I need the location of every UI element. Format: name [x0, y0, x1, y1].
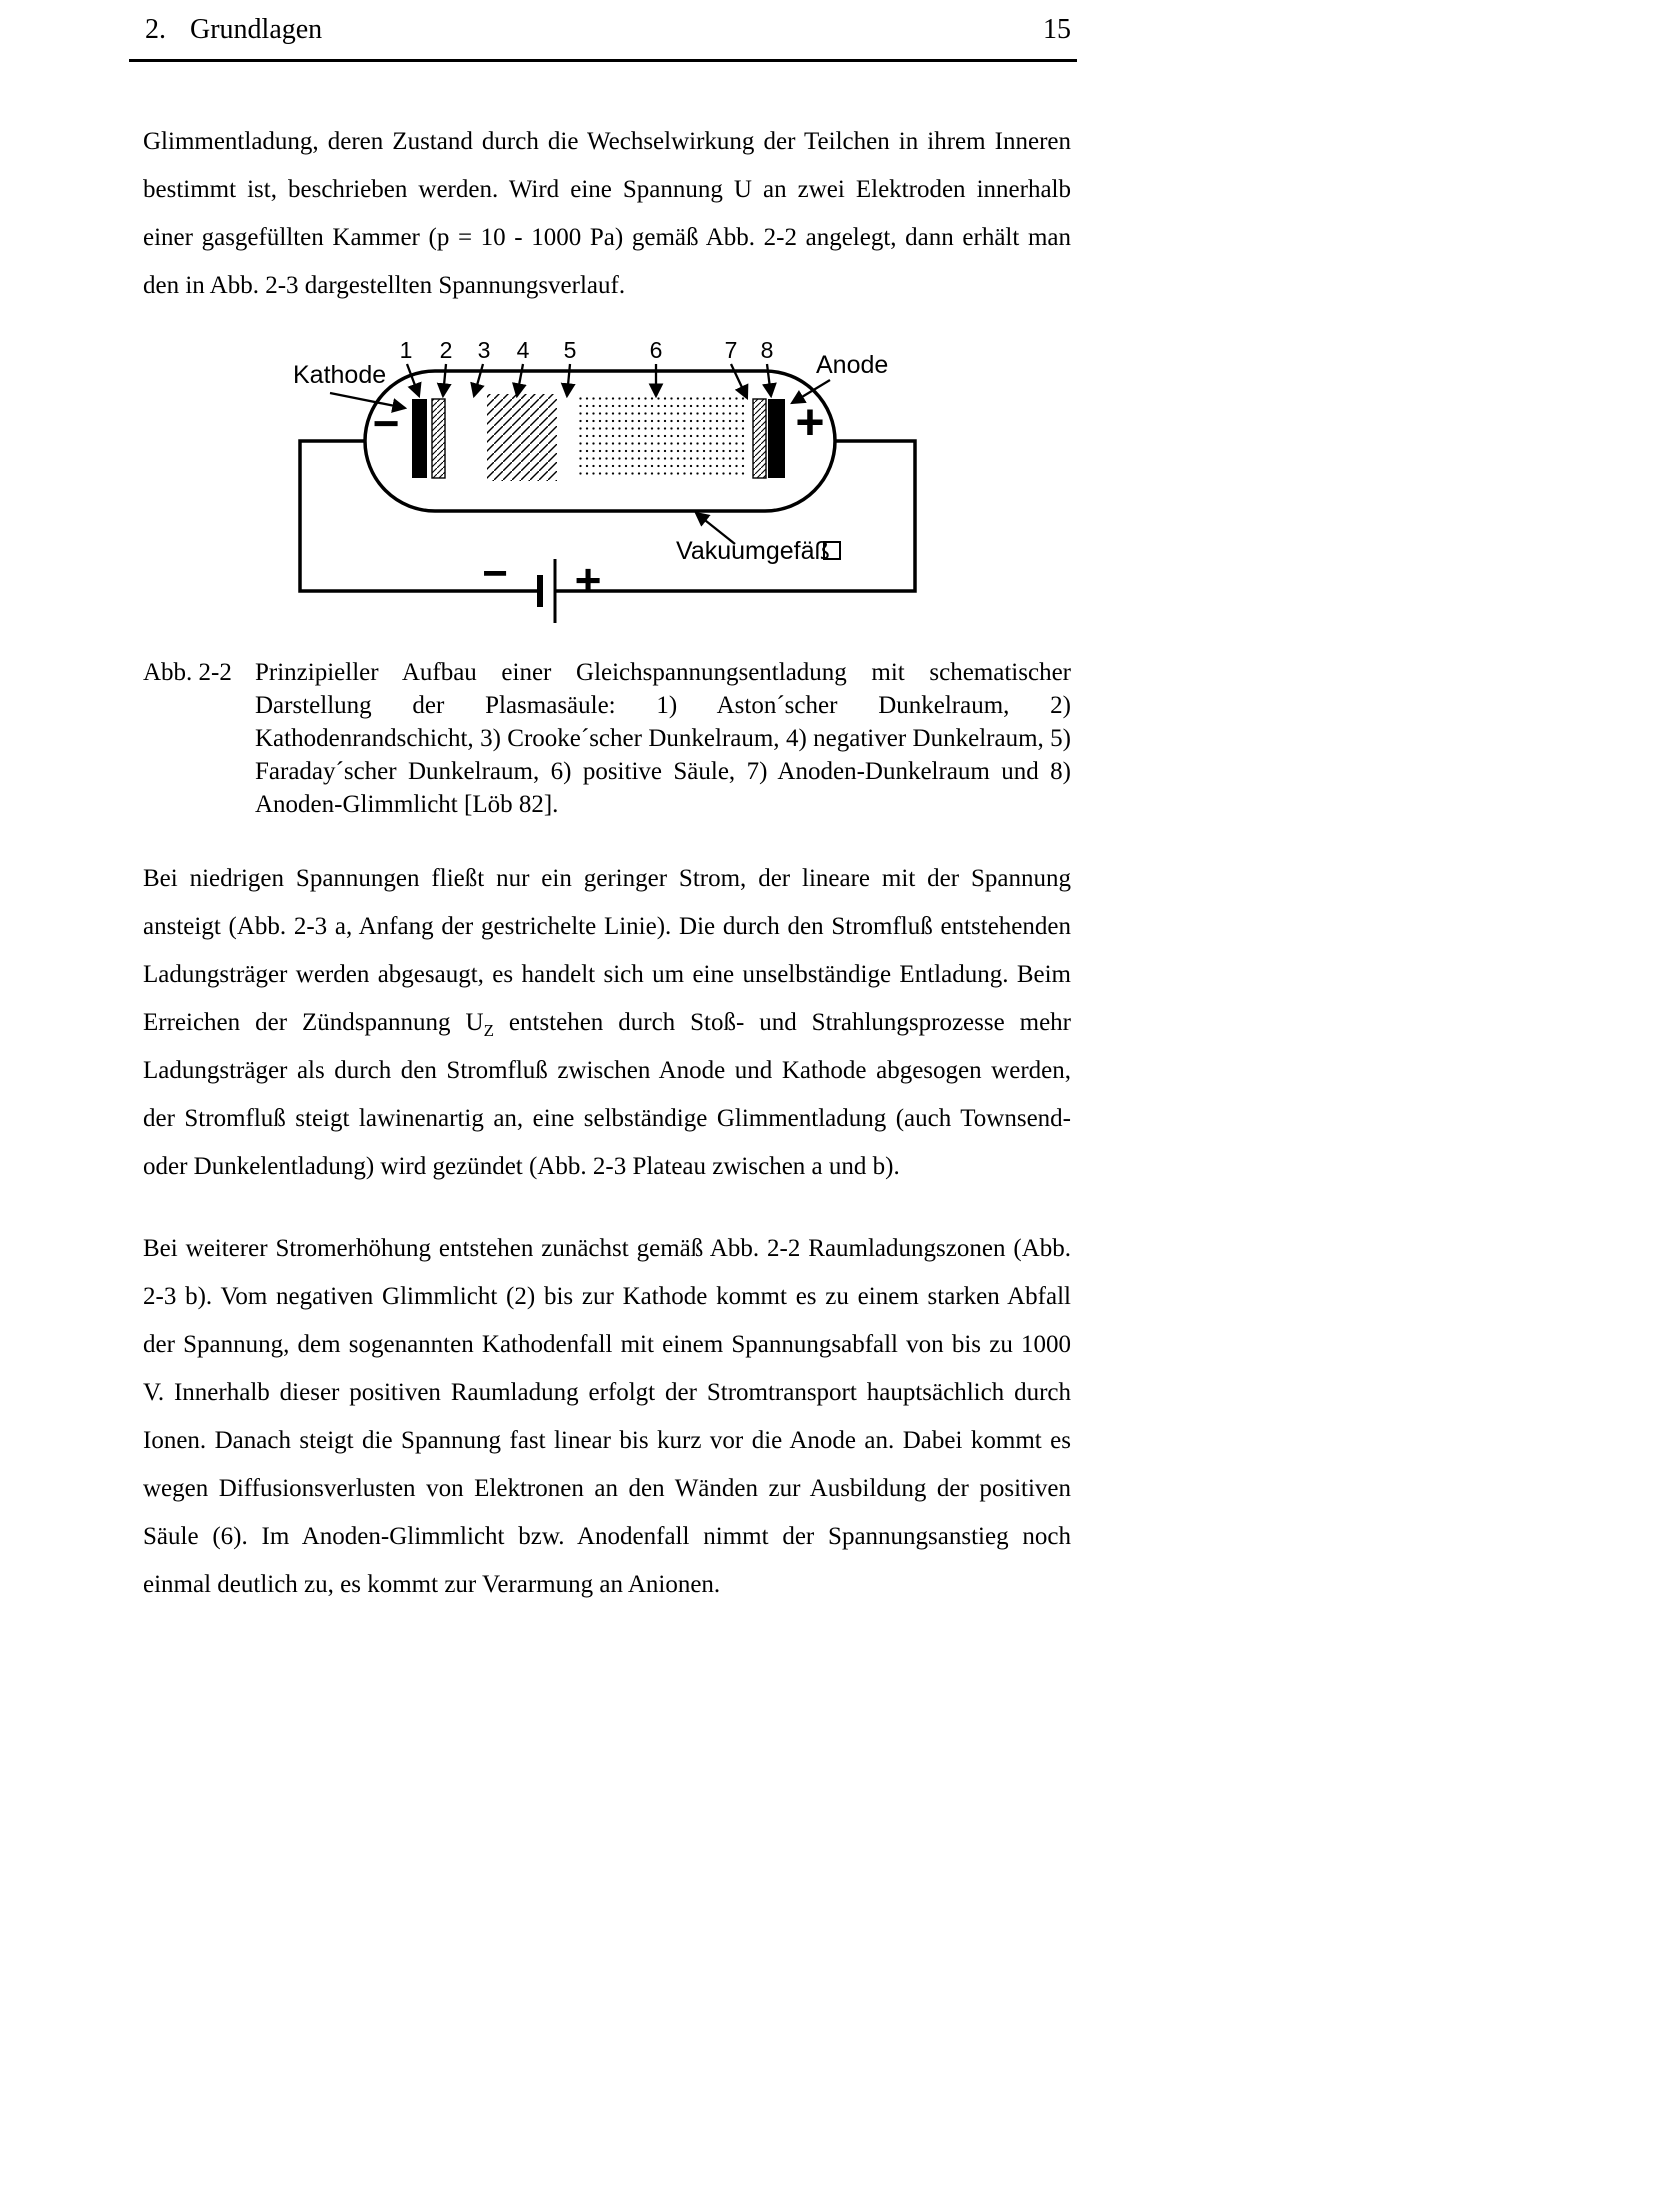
- zone-numbers: [400, 337, 774, 363]
- plasma-zones: [373, 394, 825, 481]
- section-title: Grundlagen: [190, 14, 323, 45]
- zone-number-2: 2: [439, 337, 453, 363]
- zone-number-1: 1: [399, 337, 413, 363]
- zone-number-5: 5: [563, 337, 577, 363]
- subscript-z: Z: [483, 1021, 494, 1040]
- anode-plate: [768, 399, 785, 478]
- page-number: 15: [1043, 14, 1071, 45]
- paragraph-current-increase: Bei weiterer Stromerhöhung entstehen zunächst gemäß Abb. 2-2 Raumladungszonen (Abb. 2-3 b). Vom negativen Glimmlicht (2) bis zur Kathode kommt es zu einem starken Abfall der Spannung, dem sogenannten Kathodenfall mit einem Spannungsabfall von bis zu 1000 V. Innerhalb dieser positiven Raumladung erfolgt der Stromtransport hauptsächlich durch Ionen. Danach steigt die Spannung fast linear bis kurz vor die Anode an. Dabei kommt es wegen Diffusionsverlusten von Elektronen an den Wänden zur Ausbildung der positiven Säule (6). Im Anoden-Glimmlicht bzw. Anodenfall nimmt der Spannungsanstieg noch einmal deutlich zu, es kommt zur Verarmung an Anionen.: [143, 1235, 1071, 1598]
- section-number: 2.: [145, 14, 166, 45]
- cathode-label: Kathode: [293, 361, 387, 389]
- zone-number-6: 6: [649, 337, 663, 363]
- battery-minus-sign: −: [482, 549, 508, 598]
- cathode-minus-sign: −: [372, 397, 400, 449]
- zone-number-3: 3: [477, 337, 491, 363]
- cathode-plate: [412, 399, 427, 478]
- page-header: [143, 14, 1071, 46]
- paragraph-low-voltage: [143, 855, 1071, 1191]
- zone-number-7: 7: [724, 337, 738, 363]
- discharge-figure-svg: [143, 336, 1071, 636]
- text-run-before-subscript: Bei niedrigen Spannungen fließt nur ein geringer Strom, der lineare mit der Spannung ansteigt (Abb. 2-3 a, Anfang der gestrichelte Linie). Die durch den Stromfluß entstehenden Ladungsträger werden abgesaugt, es handelt sich um eine unselbständige Entladung. Beim Erreichen der Zündspannung U: [143, 865, 1071, 1036]
- section-heading: [145, 14, 322, 46]
- header-rule: [129, 59, 1077, 62]
- negative-glow-region: [487, 394, 557, 481]
- document-page: [143, 14, 1071, 1609]
- figure-caption-text: Prinzipieller Aufbau einer Gleichspannungsentladung mit schematischer Darstellung der Plasmasäule: 1) Aston´scher Dunkelraum, 2) Kathodenrandschicht, 3) Crooke´scher Dunkelraum, 4) negativer Dunkelraum, 5) Faraday´scher Dunkelraum, 6) positive Säule, 7) Anoden-Dunkelraum und 8) Anoden-Glimmlicht [Löb 82].: [255, 659, 1071, 818]
- anode-sheath: [753, 399, 766, 478]
- battery-symbol: [482, 549, 601, 623]
- vessel-label: Vakuumgefäß: [676, 537, 830, 565]
- figure-caption: [143, 656, 1071, 821]
- figure-discharge-schematic: [143, 336, 1071, 636]
- anode-plus-sign: +: [795, 394, 825, 450]
- zone-number-8: 8: [760, 337, 774, 363]
- paragraph-intro: Glimmentladung, deren Zustand durch die Wechselwirkung der Teilchen in ihrem Inneren bestimmt ist, beschrieben werden. Wird eine Spannung U an zwei Elektroden innerhalb einer gasgefüllten Kammer (p = 10 - 1000 Pa) gemäß Abb. 2-2 angelegt, dann erhält man den in Abb. 2-3 dargestellten Spannungsverlauf.: [143, 128, 1071, 299]
- text-run-after-subscript: entstehen durch Stoß- und Strahlungsprozesse mehr Ladungsträger als durch den Stromfluß zwischen Anode und Kathode abgesogen werden, der Stromfluß steigt lawinenartig an, eine selbständige Glimmentladung (auch Townsend- oder Dunkelentladung) wird gezündet (Abb. 2-3 Plateau zwischen a und b).: [143, 1009, 1071, 1180]
- zone-number-4: 4: [516, 337, 530, 363]
- figure-caption-label: Abb. 2-2: [143, 659, 232, 686]
- positive-column-region: [578, 396, 748, 479]
- cathode-sheath: [432, 399, 445, 478]
- anode-label: Anode: [816, 351, 889, 379]
- battery-plus-sign: +: [574, 554, 602, 606]
